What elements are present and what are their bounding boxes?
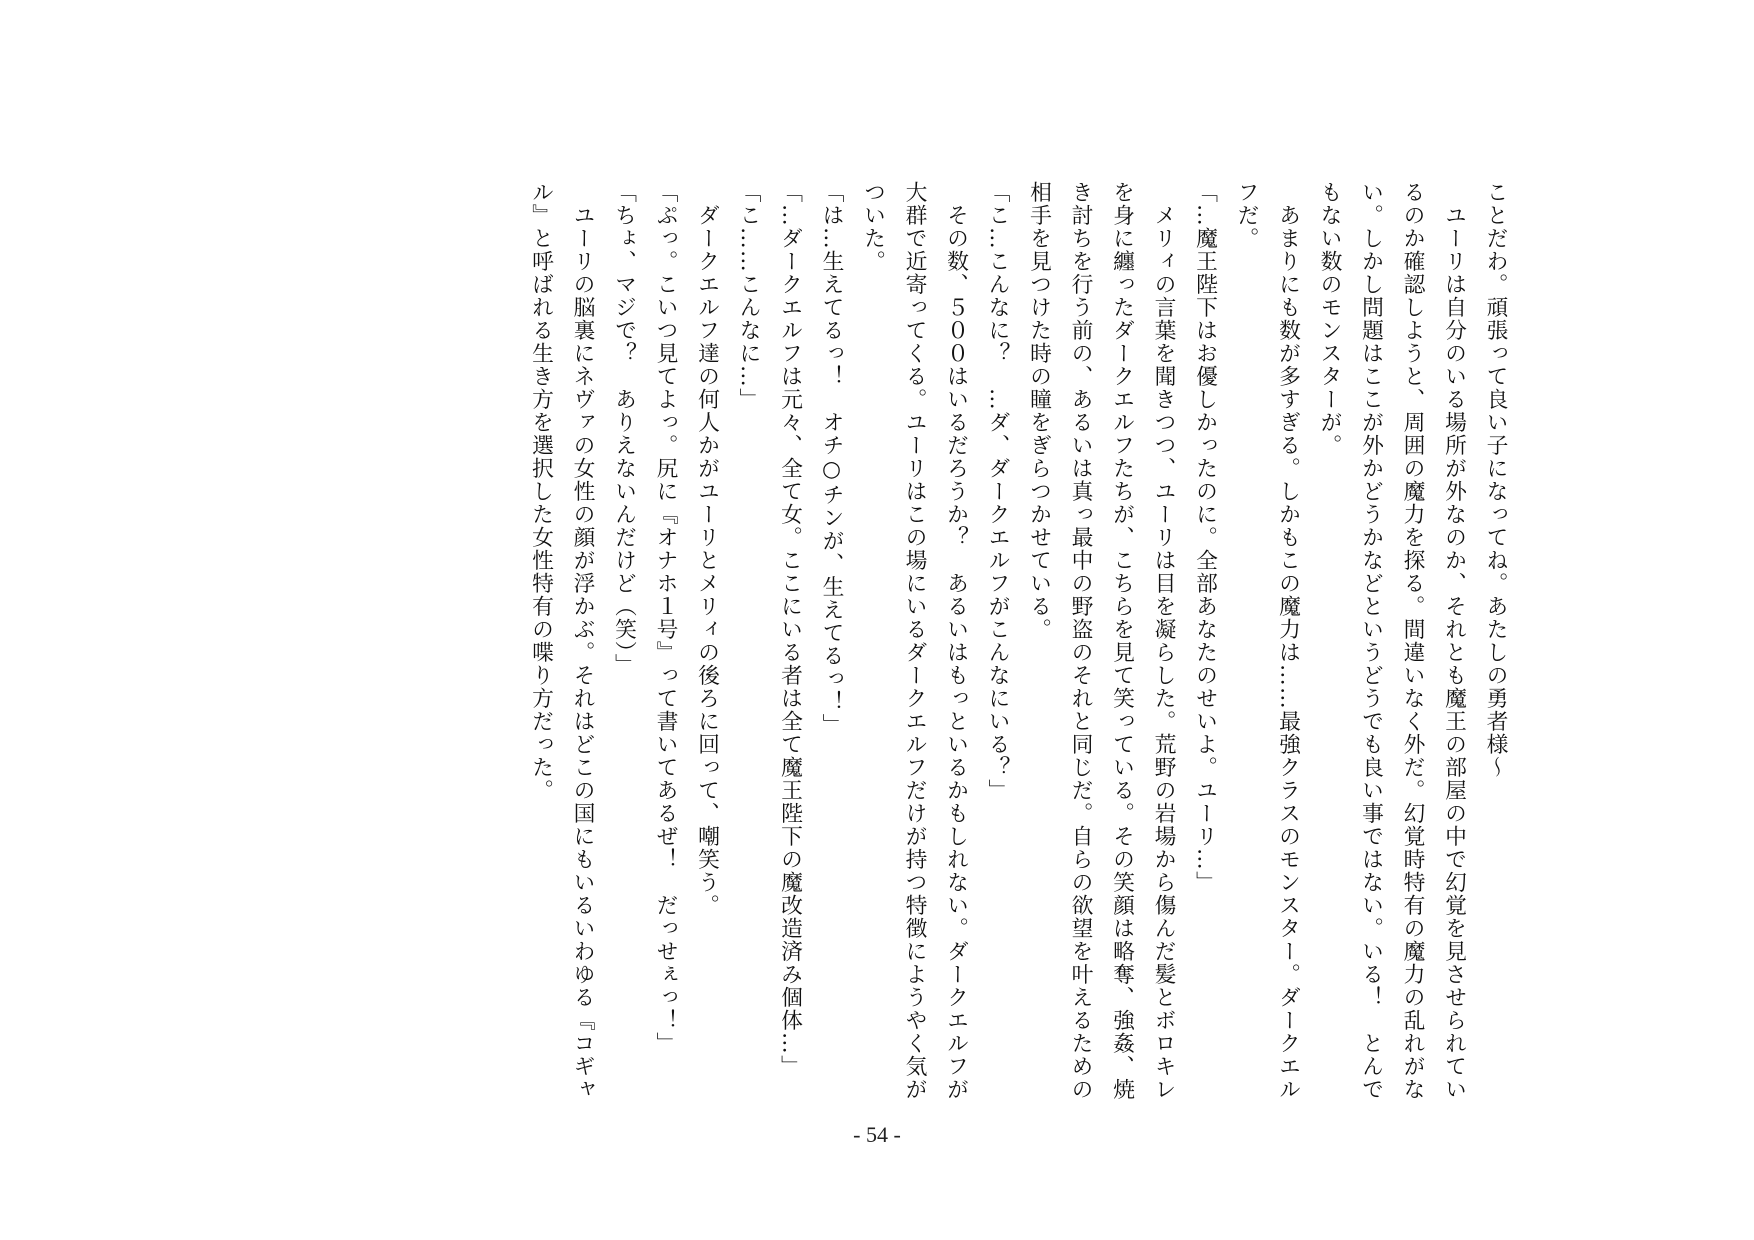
text-line: メリィの言葉を聞きつつ、ユーリは目を凝らした。荒野の岩場から傷んだ髪とボロキレ — [1151, 181, 1176, 1101]
text-line: ユーリの脳裏にネヴァの女性の顔が浮かぶ。それはどこの国にもいるいわゆる『コギャ — [570, 181, 595, 1101]
text-line: もない数のモンスターが。 — [1317, 181, 1342, 457]
dialogue-line: 「ぷっ。こいつ見てよっ。尻に『オナホ１号』って書いてあるぜ！ だっせぇっ！」 — [653, 181, 678, 1055]
dialogue-line: 「…ダークエルフは元々、全て女。ここにいる者は全て魔王陛下の魔改造済み個体…」 — [777, 181, 803, 1078]
text-line: を身に纏ったダークエルフたちが、こちらを見て笑っている。その笑顔は略奪、強姦、焼 — [1109, 181, 1135, 1101]
text-line: ダークエルフ達の何人かがユーリとメリィの後ろに回って、嘲笑う。 — [694, 181, 720, 917]
text-line: ユーリは自分のいる場所が外なのか、それとも魔王の部屋の中で幻覚を見させられてい — [1441, 181, 1467, 1101]
text-line: あまりにも数が多すぎる。しかもこの魔力は……最強クラスのモンスター。ダークエル — [1275, 181, 1301, 1101]
page-number: - 54 - — [853, 1122, 901, 1147]
dialogue-line: 「は…生えてるっ！ オチ○チンが、生えてるっ！」 — [819, 181, 844, 737]
text-line: ことだわ。頑張って良い子になってね。あたしの勇者様～ — [1483, 181, 1508, 779]
text-line: その数、５００はいるだろうか？ あるいはもっといるかもしれない。ダークエルフが — [943, 181, 969, 1101]
text-line: い。しかし問題はここが外かどうかなどというどうでも良い事ではない。いる！ とんで — [1358, 181, 1384, 1101]
text-line: 大群で近寄ってくる。ユーリはこの場にいるダークエルフだけが持つ特徴にようやく気が — [902, 181, 927, 1101]
text-line: 相手を見つけた時の瞳をぎらつかせている。 — [1026, 181, 1052, 641]
dialogue-line: 「こ……こんなに…」 — [736, 181, 761, 411]
dialogue-line: 「ちょ、マジで？ ありえないんだけど（笑）」 — [611, 181, 637, 677]
vertical-text-body — [206, 181, 1516, 1141]
text-line: き討ちを行う前の、あるいは真っ最中の野盗のそれと同じだ。自らの欲望を叶えるための — [1068, 181, 1093, 1101]
dialogue-line: 「こ…こんなに？ …ダ、ダークエルフがこんなにいる？」 — [985, 181, 1010, 802]
dialogue-line: 「…魔王陛下はお優しかったのに。全部あなたのせいよ。ユーリ…」 — [1192, 181, 1218, 894]
text-line: ついた。 — [860, 181, 886, 273]
text-line: フだ。 — [1234, 181, 1259, 250]
text-line: ル』と呼ばれる生き方を選択した女性特有の喋り方だった。 — [528, 181, 554, 802]
text-line: るのか確認しようと、周囲の魔力を探る。間違いなく外だ。幻覚時特有の魔力の乱れがな — [1400, 181, 1425, 1101]
